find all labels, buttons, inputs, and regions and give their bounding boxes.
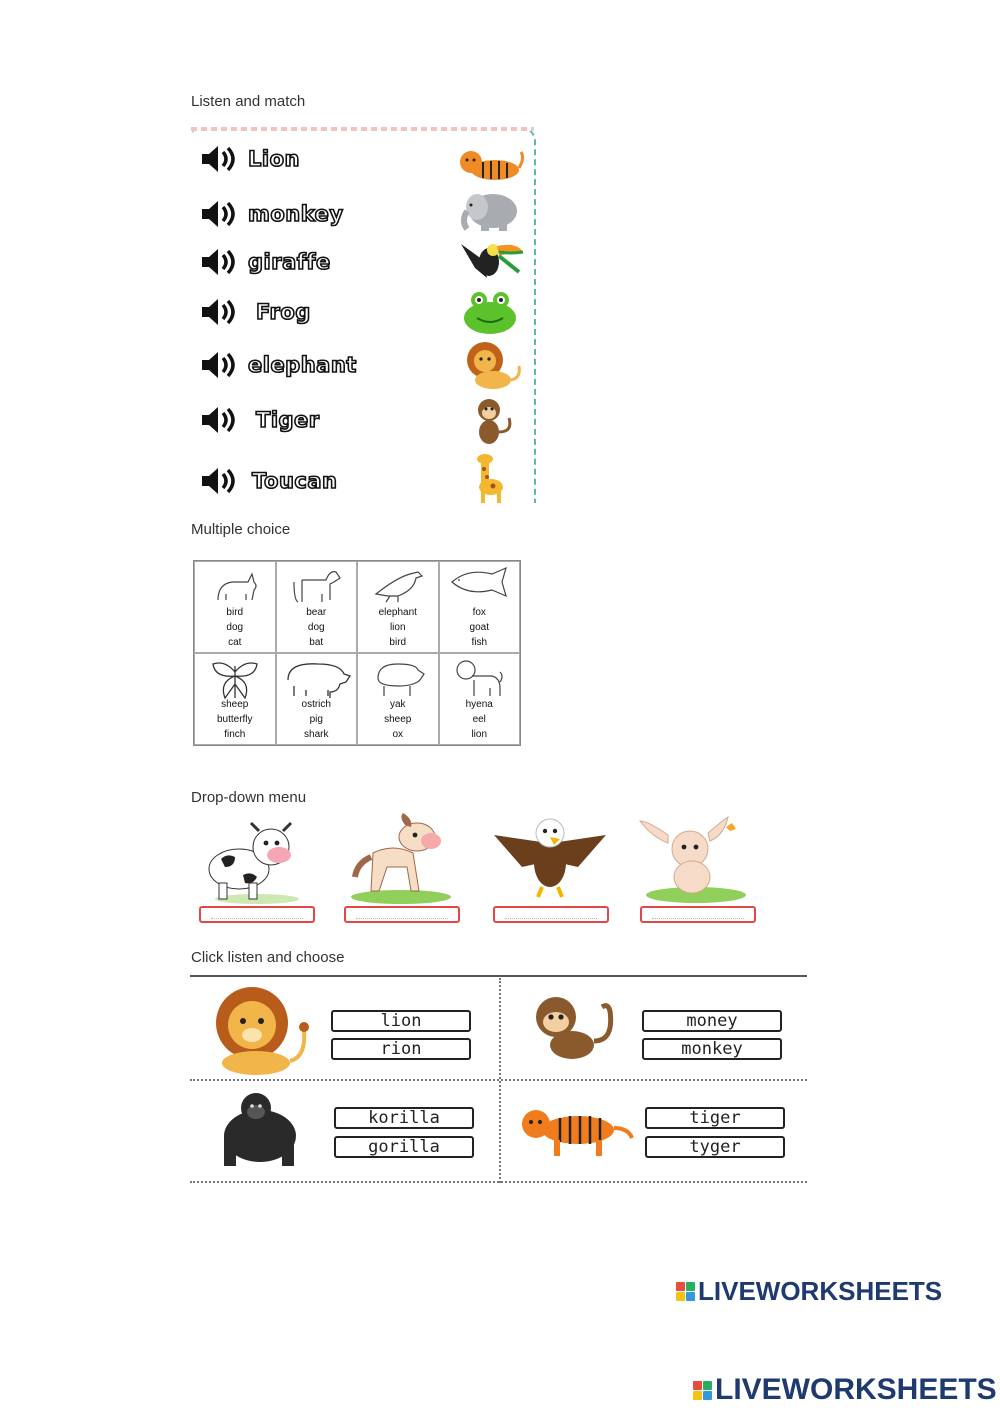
section-title-multiple-choice: Multiple choice — [191, 521, 291, 538]
speaker-icon[interactable] — [200, 144, 238, 174]
liveworksheets-logo — [693, 1373, 997, 1407]
choice-button[interactable]: tyger — [645, 1136, 785, 1158]
mc-option[interactable]: elephant — [378, 607, 417, 618]
mc-option[interactable]: lion — [471, 729, 488, 740]
mc-option[interactable]: shark — [304, 729, 329, 740]
divider — [499, 978, 501, 1183]
mc-cell-dog — [276, 561, 358, 653]
lion-picture[interactable] — [455, 340, 525, 390]
choice-button[interactable]: money — [642, 1010, 782, 1032]
eagle-picture — [492, 813, 607, 905]
mc-option[interactable]: eel — [472, 714, 486, 725]
mc-cell-cat — [194, 561, 276, 653]
speaker-icon[interactable] — [200, 247, 238, 277]
match-word[interactable]: Frog — [256, 300, 311, 324]
mc-option[interactable]: ox — [392, 729, 404, 740]
mc-option[interactable]: goat — [469, 622, 489, 633]
section-title-listen-match: Listen and match — [191, 93, 306, 110]
gorilla-picture — [212, 1090, 307, 1168]
giraffe-picture[interactable] — [455, 453, 525, 503]
cow-picture — [199, 813, 314, 905]
match-row — [200, 196, 344, 232]
speaker-icon[interactable] — [200, 199, 238, 229]
match-word[interactable]: Toucan — [252, 469, 338, 493]
mc-option[interactable]: sheep — [221, 699, 249, 710]
logo-mark-icon — [676, 1282, 695, 1301]
mc-cell-bird — [357, 561, 439, 653]
match-row — [200, 402, 320, 438]
lion-outline-picture — [452, 658, 506, 698]
logo-text: LIVEWORKSHEETS — [715, 1373, 997, 1406]
rabbit-picture — [638, 813, 753, 905]
match-row — [200, 294, 311, 330]
match-word[interactable]: elephant — [248, 353, 357, 377]
monkey-picture — [516, 995, 628, 1063]
match-row — [200, 244, 331, 280]
mc-option[interactable]: bat — [309, 637, 324, 648]
choice-button[interactable]: monkey — [642, 1038, 782, 1060]
mc-option[interactable]: sheep — [384, 714, 412, 725]
mc-option[interactable]: ostrich — [301, 699, 331, 710]
tiger-picture[interactable] — [455, 138, 525, 188]
lion-picture — [198, 985, 323, 1075]
mc-option[interactable]: lion — [389, 622, 406, 633]
section-title-click-listen: Click listen and choose — [191, 949, 345, 966]
choice-button[interactable]: tiger — [645, 1107, 785, 1129]
logo-text: LIVEWORKSHEETS — [698, 1276, 943, 1306]
cat-outline-picture — [210, 566, 260, 604]
mc-option[interactable]: fox — [472, 607, 486, 618]
sheep-outline-picture — [370, 658, 426, 698]
mc-option[interactable]: dog — [226, 622, 244, 633]
multiple-choice-grid — [193, 560, 521, 746]
section-title-dropdown: Drop-down menu — [191, 789, 307, 806]
mc-option[interactable]: bear — [306, 607, 327, 618]
toucan-picture[interactable] — [455, 236, 525, 286]
dropdown-select-eagle[interactable] — [493, 906, 609, 923]
fish-outline-picture — [444, 566, 514, 598]
mc-option[interactable]: bird — [226, 607, 244, 618]
speaker-icon[interactable] — [200, 466, 238, 496]
speaker-icon[interactable] — [200, 297, 238, 327]
dropdown-select-horse[interactable] — [344, 906, 460, 923]
dog-outline-picture — [288, 566, 344, 606]
mc-cell-pig — [276, 653, 358, 745]
bird-outline-picture — [370, 566, 426, 604]
choice-button[interactable]: lion — [331, 1010, 471, 1032]
horse-picture — [343, 813, 458, 905]
mc-option[interactable]: dog — [307, 622, 325, 633]
match-row — [200, 463, 337, 499]
mc-option[interactable]: hyena — [465, 699, 493, 710]
pig-outline-picture — [278, 658, 354, 698]
mc-option[interactable]: bird — [389, 637, 407, 648]
divider — [190, 975, 807, 977]
frog-picture[interactable] — [455, 288, 525, 338]
liveworksheets-logo — [676, 1276, 942, 1307]
butterfly-outline-picture — [208, 658, 262, 702]
match-word[interactable]: Tiger — [256, 408, 320, 432]
mc-option[interactable]: cat — [228, 637, 242, 648]
match-word[interactable]: Lion — [248, 147, 300, 171]
mc-option[interactable]: yak — [389, 699, 406, 710]
mc-option[interactable]: pig — [309, 714, 323, 725]
mc-option[interactable]: butterfly — [216, 714, 253, 725]
match-row — [200, 347, 357, 383]
speaker-icon[interactable] — [200, 350, 238, 380]
choice-button[interactable]: gorilla — [334, 1136, 474, 1158]
match-row — [200, 141, 300, 177]
dropdown-select-rabbit[interactable] — [640, 906, 756, 923]
match-word[interactable]: monkey — [248, 202, 344, 226]
mc-cell-sheep — [357, 653, 439, 745]
logo-mark-icon — [693, 1381, 712, 1400]
tiger-picture — [516, 1102, 634, 1160]
mc-cell-butterfly — [194, 653, 276, 745]
mc-cell-fish — [439, 561, 521, 653]
choice-button[interactable]: rion — [331, 1038, 471, 1060]
match-word[interactable]: giraffe — [248, 250, 331, 274]
monkey-picture[interactable] — [455, 396, 525, 446]
speaker-icon[interactable] — [200, 405, 238, 435]
elephant-picture[interactable] — [455, 185, 525, 235]
mc-cell-lion — [439, 653, 521, 745]
choice-button[interactable]: korilla — [334, 1107, 474, 1129]
dropdown-select-cow[interactable] — [199, 906, 315, 923]
mc-option[interactable]: finch — [224, 729, 246, 740]
mc-option[interactable]: fish — [471, 637, 488, 648]
